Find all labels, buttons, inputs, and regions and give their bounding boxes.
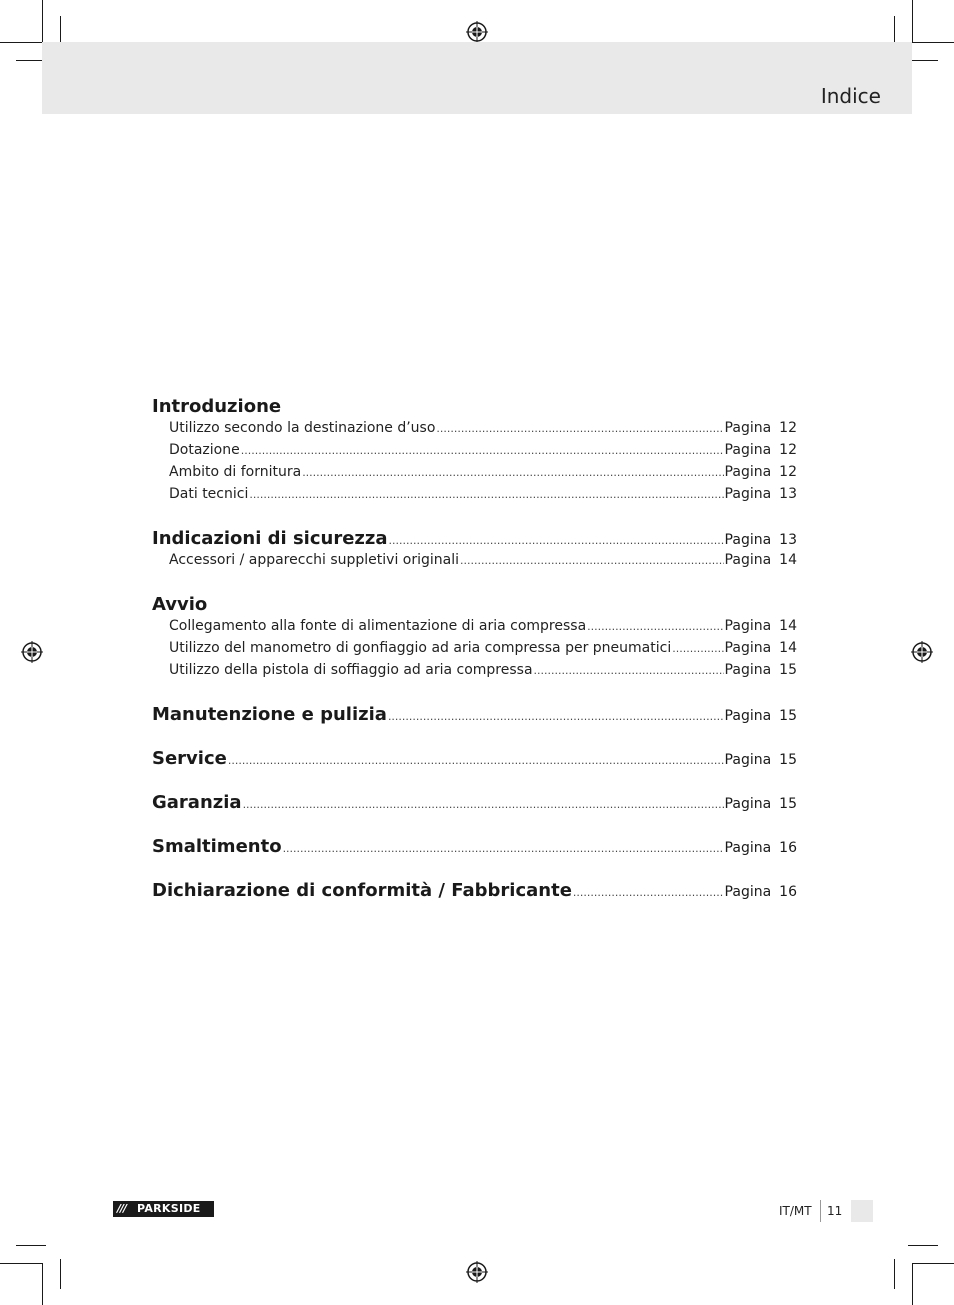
page-reference: Pagina 15 [724, 708, 797, 724]
toc-entry[interactable] [152, 442, 797, 464]
page-reference: Pagina 14 [724, 552, 797, 568]
header-band [42, 42, 912, 114]
page-reference: Pagina 16 [724, 840, 797, 856]
crop-mark [16, 1245, 46, 1246]
toc-section-title: Manutenzione e pulizia [152, 704, 387, 725]
dot-leader [249, 488, 723, 501]
toc-section [152, 594, 797, 684]
crop-mark [0, 42, 42, 43]
page-title: Indice [820, 84, 881, 108]
table-of-contents [152, 396, 797, 904]
page-reference: Pagina 14 [724, 618, 797, 634]
page-reference: Pagina 14 [724, 640, 797, 656]
crop-mark [912, 42, 954, 43]
toc-entry-label: Ambito di fornitura [169, 464, 302, 480]
toc-entry[interactable] [152, 552, 797, 574]
dot-leader [241, 444, 724, 457]
registration-mark-icon [466, 1261, 488, 1283]
toc-section-heading[interactable] [152, 396, 797, 420]
toc-entry-label: Utilizzo della pistola di soffiaggio ad aria compressa [169, 662, 533, 678]
toc-section-heading[interactable] [152, 836, 797, 860]
toc-section-title: Introduzione [152, 396, 282, 417]
toc-section [152, 792, 797, 816]
dot-leader [388, 710, 724, 723]
page-reference: Pagina 12 [724, 420, 797, 436]
toc-section [152, 748, 797, 772]
page-reference: Pagina 12 [724, 464, 797, 480]
crop-mark [42, 1263, 43, 1305]
toc-section-heading[interactable] [152, 528, 797, 552]
logo-slashes: /// [117, 1202, 127, 1215]
crop-mark [908, 60, 938, 61]
footer-divider [820, 1200, 821, 1222]
toc-section [152, 528, 797, 574]
toc-entry-label: Collegamento alla fonte di alimentazione di aria compressa [169, 618, 587, 634]
toc-section [152, 396, 797, 508]
page-reference: Pagina 15 [724, 662, 797, 678]
toc-entry[interactable] [152, 640, 797, 662]
registration-mark-icon [21, 641, 43, 663]
crop-mark [908, 1245, 938, 1246]
page-reference: Pagina 16 [724, 884, 797, 900]
toc-entry[interactable] [152, 662, 797, 684]
dot-leader [587, 620, 723, 633]
crop-mark [912, 1263, 954, 1264]
dot-leader [436, 422, 723, 435]
registration-mark-icon [466, 21, 488, 43]
toc-section-title: Dichiarazione di conformità / Fabbricante [152, 880, 572, 901]
toc-section-heading[interactable] [152, 748, 797, 772]
dot-leader [672, 642, 723, 655]
dot-leader [243, 798, 724, 811]
crop-mark [912, 1263, 913, 1305]
crop-mark [0, 1263, 42, 1264]
toc-section-title: Service [152, 748, 227, 769]
dot-leader [302, 466, 723, 479]
crop-mark [894, 1259, 895, 1289]
toc-entry-label: Utilizzo secondo la destinazione d’uso [169, 420, 436, 436]
crop-mark [60, 1259, 61, 1289]
toc-section [152, 836, 797, 860]
dot-leader [460, 554, 724, 567]
page-number: 11 [827, 1204, 843, 1218]
footer-tab-marker [851, 1200, 873, 1222]
registration-mark-icon [911, 641, 933, 663]
toc-section-heading[interactable] [152, 594, 797, 618]
toc-section-title: Garanzia [152, 792, 242, 813]
page-reference: Pagina 12 [724, 442, 797, 458]
dot-leader [573, 886, 724, 899]
toc-entry-label: Dotazione [169, 442, 240, 458]
toc-entry[interactable] [152, 420, 797, 442]
toc-entry[interactable] [152, 618, 797, 640]
toc-entry[interactable] [152, 486, 797, 508]
toc-entry-label: Dati tecnici [169, 486, 249, 502]
language-code: IT/MT [779, 1204, 812, 1218]
dot-leader [228, 754, 724, 767]
page-reference: Pagina 15 [724, 752, 797, 768]
toc-section [152, 704, 797, 728]
toc-section-heading[interactable] [152, 792, 797, 816]
toc-section-heading[interactable] [152, 880, 797, 904]
toc-section [152, 880, 797, 904]
toc-section-heading[interactable] [152, 704, 797, 728]
page-reference: Pagina 13 [724, 486, 797, 502]
page-reference: Pagina 13 [724, 532, 797, 548]
page-reference: Pagina 15 [724, 796, 797, 812]
toc-section-title: Smaltimento [152, 836, 282, 857]
toc-entry[interactable] [152, 464, 797, 486]
dot-leader [283, 842, 724, 855]
brand-logo [113, 1201, 214, 1217]
crop-mark [912, 0, 913, 42]
toc-entry-label: Utilizzo del manometro di gonfiaggio ad aria compressa per pneumatici [169, 640, 672, 656]
crop-mark [42, 0, 43, 42]
dot-leader [534, 664, 724, 677]
toc-section-title: Avvio [152, 594, 208, 615]
logo-text: PARKSIDE [137, 1202, 201, 1215]
dot-leader [389, 534, 724, 547]
toc-section-title: Indicazioni di sicurezza [152, 528, 388, 549]
toc-entry-label: Accessori / apparecchi suppletivi originali [169, 552, 460, 568]
